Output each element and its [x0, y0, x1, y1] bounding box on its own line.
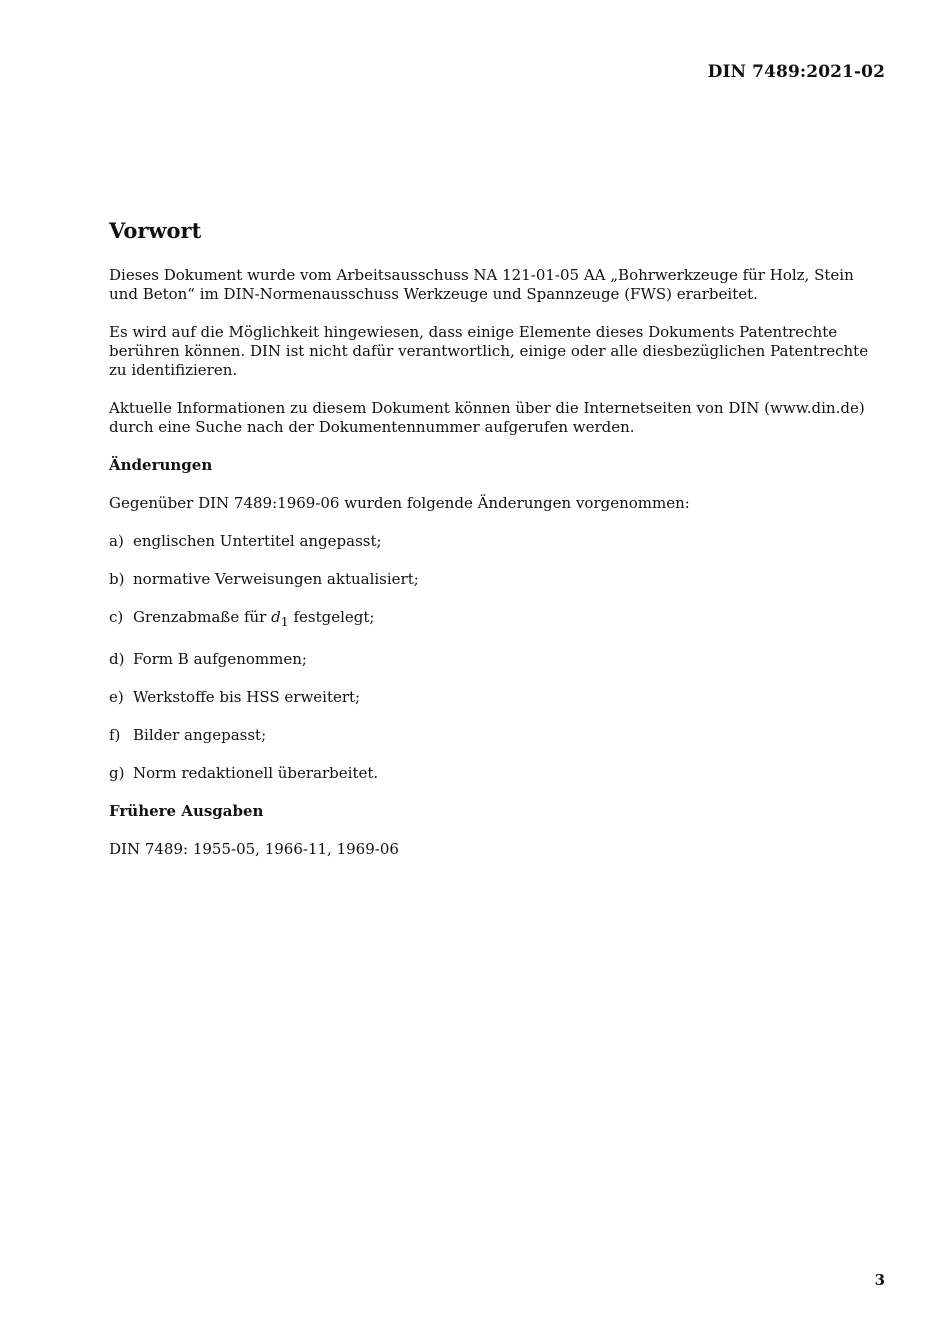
previous-editions-heading: Frühere Ausgaben	[109, 802, 264, 820]
document-body	[109, 218, 887, 878]
list-item-text: englischen Untertitel angepasst;	[133, 532, 382, 550]
list-item-label: d)	[109, 650, 125, 668]
paragraph-3: Aktuelle Informationen zu diesem Dokument können über die Internetseiten von DIN (www.din.de) durch eine Suche nach der Dokumentennummer aufgerufen werden.	[109, 399, 865, 436]
list-item	[109, 650, 887, 669]
page-number: 3	[874, 1271, 885, 1289]
section-title: Vorwort	[109, 218, 202, 243]
list-item-text-before: Grenzabmaße für	[133, 608, 272, 626]
paragraph-2: Es wird auf die Möglichkeit hingewiesen, dass einige Elemente dieses Dokuments Patentrechte berühren können. DIN ist nicht dafür verantwortlich, einige oder alle diesbezüglichen Patentrechte zu identifizieren.	[109, 323, 869, 379]
paragraph-1: Dieses Dokument wurde vom Arbeitsausschuss NA 121-01-05 AA „Bohrwerkzeuge für Holz, Stein und Beton“ im DIN-Normenausschuss Werkzeuge und Spannzeuge (FWS) erarbeitet.	[109, 266, 854, 303]
list-item-text: Werkstoffe bis HSS erweitert;	[133, 688, 361, 706]
list-item	[109, 688, 887, 707]
list-item-label: a)	[109, 532, 124, 550]
list-item-label: e)	[109, 688, 124, 706]
previous-editions-text: DIN 7489: 1955-05, 1966-11, 1969-06	[109, 840, 399, 858]
list-item-label: f)	[109, 726, 121, 744]
list-item-label: g)	[109, 764, 125, 782]
changes-list	[109, 532, 887, 783]
list-item-text: Bilder angepasst;	[133, 726, 267, 744]
list-item-label: b)	[109, 570, 125, 588]
changes-intro: Gegenüber DIN 7489:1969-06 wurden folgende Änderungen vorgenommen:	[109, 494, 690, 512]
list-item-text: Norm redaktionell überarbeitet.	[133, 764, 379, 782]
math-subscript: 1	[280, 614, 289, 629]
document-code: DIN 7489:2021-02	[707, 62, 885, 82]
list-item-text: normative Verweisungen aktualisiert;	[133, 570, 419, 588]
list-item-text	[133, 608, 374, 631]
changes-heading: Änderungen	[109, 456, 213, 474]
math-symbol: d	[271, 608, 281, 626]
list-item	[109, 532, 887, 551]
list-item	[109, 570, 887, 589]
list-item-label: c)	[109, 608, 124, 626]
list-item	[109, 608, 887, 631]
list-item	[109, 764, 887, 783]
list-item-text: Form B aufgenommen;	[133, 650, 307, 668]
list-item-text-after: festgelegt;	[288, 608, 375, 626]
list-item	[109, 726, 887, 745]
